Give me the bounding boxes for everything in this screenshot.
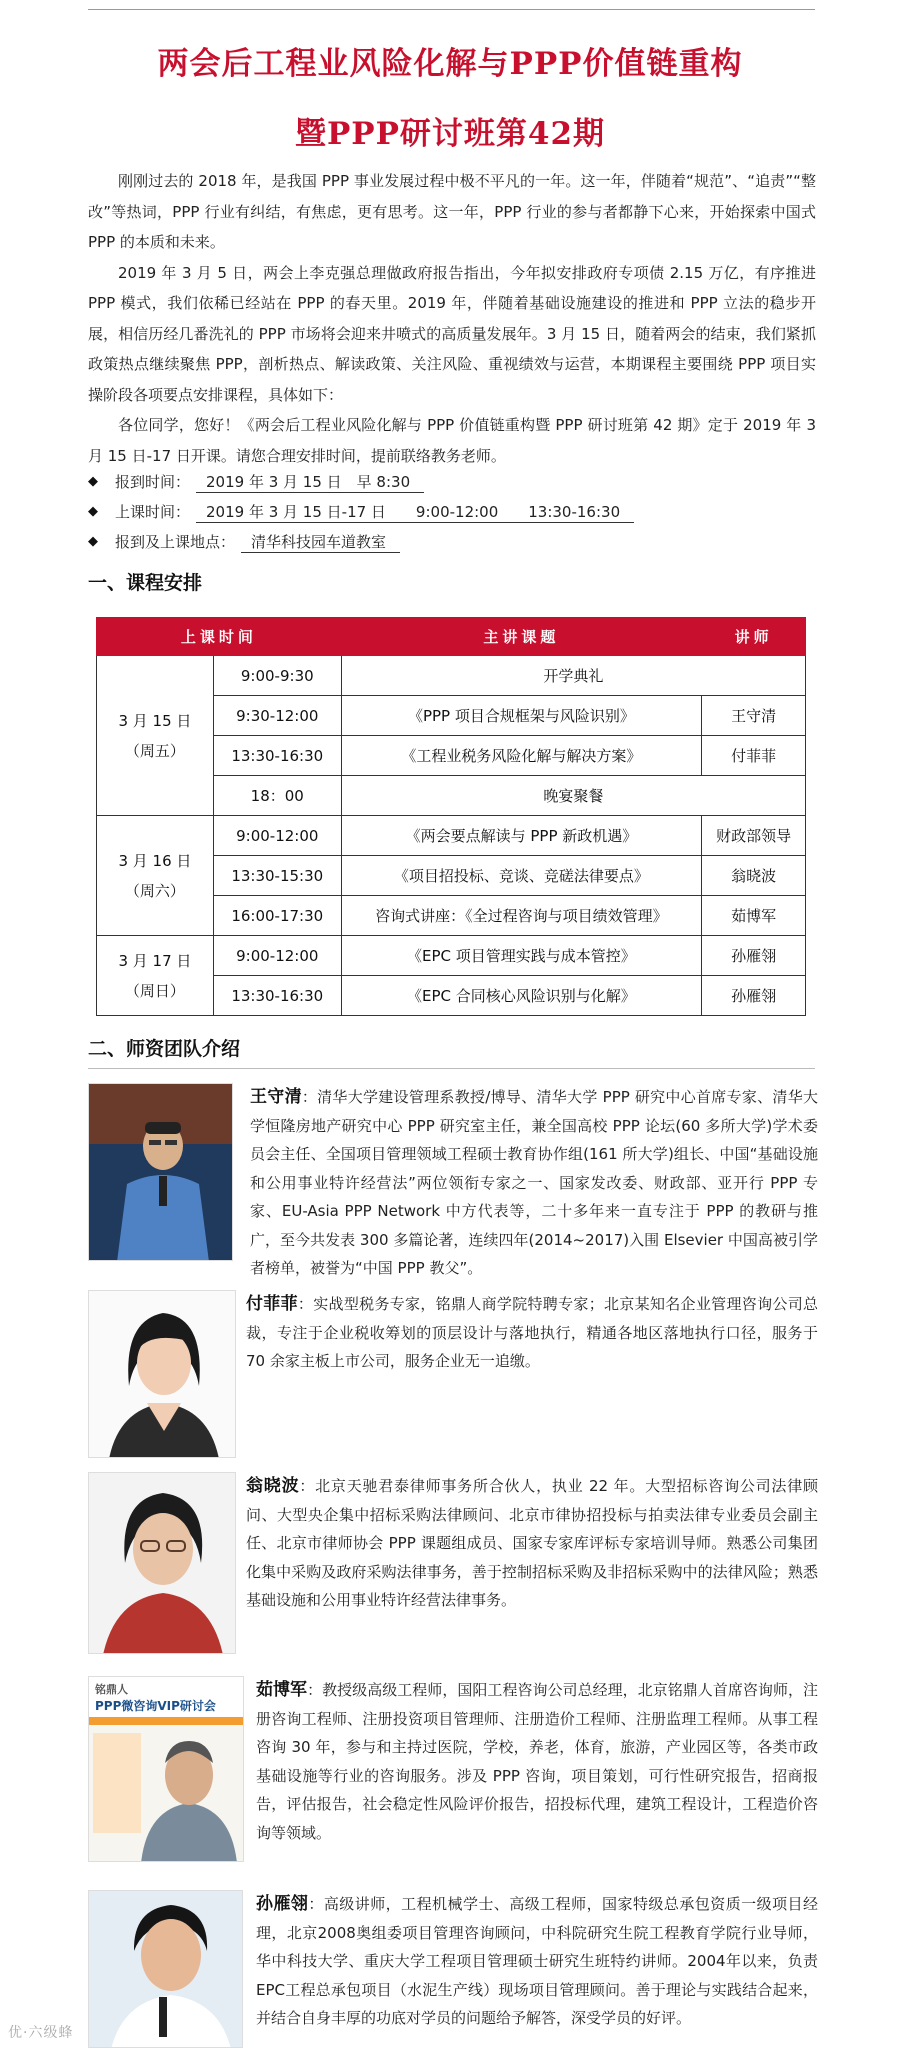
lecturer-card	[88, 1290, 818, 1460]
topic-cell: 《项目招投标、竞谈、竞磋法律要点》	[341, 856, 701, 896]
day-date: 3 月 16 日	[118, 851, 192, 870]
header-time: 上课时间	[97, 618, 342, 656]
lecturer-name: 翁晓波	[246, 1476, 300, 1496]
topic-cell: 《EPC 项目管理实践与成本管控》	[341, 936, 701, 976]
lecturer-name: 王守清	[250, 1087, 302, 1107]
bullet-label: 报到时间：	[115, 473, 191, 491]
info-bullets	[88, 467, 816, 557]
page-title: 两会后工程业风险化解与PPP价值链重构	[157, 46, 743, 82]
day-cell	[97, 936, 214, 1016]
schedule-table	[96, 617, 806, 1016]
lecturer-description: ：高级讲师，工程机械学士、高级工程师，国家特级总承包资质一级项目经理，北京2008奥组委项目管理咨询顾问，中科院研究生院工程教育学院行业导师，华中科技大学、重庆大学工程项目管理硕士研究生班特约讲师。2004年以来，负责EPC工程总承包项目（水泥生产线）现场项目管理顾问。善于理论与实践结合起来，并结合自身丰厚的功底对学员的问题给予解答，深受学员的好评。	[256, 1895, 818, 2027]
bullet-value: 2019 年 3 月 15 日 早 8:30	[196, 472, 424, 493]
section-heading-schedule: 一、课程安排	[88, 572, 203, 594]
diamond-icon: ◆	[88, 504, 98, 519]
lecturer-cell: 王守清	[702, 696, 806, 736]
time-cell: 13:30-16:30	[213, 736, 341, 776]
section-heading-lecturers: 二、师资团队介绍	[88, 1038, 241, 1060]
diamond-icon: ◆	[88, 534, 98, 549]
topic-cell: 《EPC 合同核心风险识别与化解》	[341, 976, 701, 1016]
lecturer-photo	[88, 1676, 244, 1862]
time-cell: 9:00-12:00	[213, 816, 341, 856]
lecturer-description: ：实战型税务专家，铭鼎人商学院特聘专家；北京某知名企业管理咨询公司总裁，专注于企业税收筹划的顶层设计与落地执行，精通各地区落地执行口径，服务于 70 余家主板上市公司，服务企业无一追缴。	[246, 1295, 818, 1370]
bullet-label: 上课时间：	[115, 503, 191, 521]
lecturer-cell: 孙雁翎	[702, 936, 806, 976]
day-weekday: （周六）	[124, 881, 185, 900]
lecturer-cell: 茹博军	[702, 896, 806, 936]
intro-paragraph: 刚刚过去的 2018 年，是我国 PPP 事业发展过程中极不平凡的一年。这一年，伴随着“规范”、“追责”“整改”等热词，PPP 行业有纠结，有焦虑，更有思考。这一年，PPP 行业的参与者都静下心来，开始探索中国式 PPP 的本质和未来。	[88, 172, 816, 251]
page-subtitle: 暨PPP研讨班第42期	[294, 116, 606, 152]
intro-text	[88, 166, 816, 471]
day-date: 3 月 15 日	[118, 711, 192, 730]
lecturer-card	[88, 1676, 818, 1866]
intro-paragraph: 各位同学，您好！《两会后工程业风险化解与 PPP 价值链重构暨 PPP 研讨班第 42 期》定于 2019 年 3 月 15 日-17 日开课。请您合理安排时间，提前联络教务老师。	[88, 416, 816, 465]
lecturer-photo	[88, 1083, 233, 1261]
lecturer-description: ：北京天驰君泰律师事务所合伙人，执业 22 年。大型招标咨询公司法律顾问、大型央企集中招标采购法律顾问、北京市律协招投标与拍卖法律专业委员会副主任、北京市律师协会 PPP 课题组成员、国家专家库评标专家培训导师。熟悉公司集团化集中采购及政府采购法律事务，善于控制招标采购及非招标采购中的法律风险；熟悉基础设施和公用事业特许经营法律事务。	[246, 1477, 818, 1609]
table-row	[97, 816, 806, 856]
lecturer-card	[88, 1083, 818, 1277]
header-lecturer: 讲师	[702, 618, 806, 656]
lecturer-name: 付菲菲	[246, 1294, 298, 1314]
lecturer-cell: 财政部领导	[702, 816, 806, 856]
time-cell: 9:00-12:00	[213, 936, 341, 976]
topic-cell: 《PPP 项目合规框架与风险识别》	[341, 696, 701, 736]
day-weekday: （周五）	[124, 741, 185, 760]
bullet-class-time	[88, 497, 816, 527]
bullet-label: 报到及上课地点：	[115, 533, 236, 551]
lecturer-cell: 翁晓波	[702, 856, 806, 896]
topic-cell: 晚宴聚餐	[341, 776, 805, 816]
watermark: 优·六级蜂	[8, 2025, 74, 2041]
time-cell: 13:30-15:30	[213, 856, 341, 896]
table-row	[97, 656, 806, 696]
topic-cell: 《工程业税务风险化解与解决方案》	[341, 736, 701, 776]
intro-paragraph: 2019 年 3 月 5 日，两会上李克强总理做政府报告指出，今年拟安排政府专项债 2.15 万亿，有序推进 PPP 模式，我们依稀已经站在 PPP 的春天里。2019 年，伴随着基础设施建设的推进和 PPP 立法的稳步开展，相信历经几番洗礼的 PPP 市场将会迎来井喷式的高质量发展年。3 月 15 日，随着两会的结束，我们紧抓政策热点继续聚焦 PPP，剖析热点、解读政策、关注风险、重视绩效与运营，本期课程主要围绕 PPP 项目实操阶段各项要点安排课程，具体如下：	[88, 263, 816, 404]
lecturer-bio	[246, 1472, 818, 1615]
topic-cell: 开学典礼	[341, 656, 805, 696]
lecturer-card	[88, 1472, 818, 1657]
lecturer-photo	[88, 1472, 236, 1654]
lecturer-description: ：清华大学建设管理系教授/博导、清华大学 PPP 研究中心首席专家、清华大学恒隆房地产研究中心 PPP 研究室主任，兼全国高校 PPP 论坛(60 多所大学)学术委员会主任、全国项目管理领域工程硕士教育协作组(161 所大学)组长、中国“基础设施和公用事业特许经营法”两位领衔专家之一、国家发改委、财政部、亚开行 PPP 专家、EU-Asia PPP Network 中方代表等，二十多年来一直专注于 PPP 的教研与推广，至今共发表 300 多篇论著，连续四年(2014~2017)入围 Elsevier 中国高被引学者榜单，被誉为“中国 PPP 教父”。	[250, 1088, 818, 1277]
bullet-value: 2019 年 3 月 15 日-17 日 9:00-12:00 13:30-16:30	[196, 502, 634, 523]
day-cell	[97, 656, 214, 816]
day-weekday: （周日）	[124, 981, 185, 1000]
day-cell	[97, 816, 214, 936]
bullet-location	[88, 527, 816, 557]
lecturer-card	[88, 1890, 818, 2048]
table-header-row	[97, 618, 806, 656]
top-rule	[88, 9, 815, 10]
lecturer-description: ：教授级高级工程师，国阳工程咨询公司总经理，北京铭鼎人首席咨询师，注册咨询工程师、注册投资项目管理师、注册造价工程师、注册监理工程师。从事工程咨询 30 年，参与和主持过医院，学校，养老，体育，旅游，产业园区等，各类市政基础设施等行业的咨询服务。涉及 PPP 咨询，项目策划，可行性研究报告，招商报告，评估报告，社会稳定性风险评价报告，招投标代理，建筑工程设计，工程造价咨询等领域。	[256, 1681, 818, 1842]
time-cell: 16:00-17:30	[213, 896, 341, 936]
bullet-value: 清华科技园车道教室	[241, 532, 400, 553]
diamond-icon: ◆	[88, 474, 98, 489]
bullet-checkin-time	[88, 467, 816, 497]
header-topic: 主讲课题	[341, 618, 701, 656]
section-rule	[88, 1068, 815, 1069]
lecturer-cell: 付菲菲	[702, 736, 806, 776]
topic-cell: 《两会要点解读与 PPP 新政机遇》	[341, 816, 701, 856]
table-row	[97, 936, 806, 976]
lecturer-photo	[88, 1290, 236, 1458]
lecturer-bio	[246, 1290, 818, 1376]
lecturer-bio	[256, 1676, 818, 1847]
banner-title: PPP微咨询VIP研讨会	[95, 1699, 216, 1713]
lecturer-photo	[88, 1890, 243, 2048]
topic-cell: 咨询式讲座：《全过程咨询与项目绩效管理》	[341, 896, 701, 936]
time-cell: 9:00-9:30	[213, 656, 341, 696]
time-cell: 9:30-12:00	[213, 696, 341, 736]
time-cell: 13:30-16:30	[213, 976, 341, 1016]
day-date: 3 月 17 日	[118, 951, 192, 970]
lecturer-name: 茹博军	[256, 1680, 308, 1700]
lecturer-bio	[250, 1083, 818, 1283]
lecturer-name: 孙雁翎	[256, 1894, 309, 1914]
lecturer-cell: 孙雁翎	[702, 976, 806, 1016]
banner-brand: 铭鼎人	[95, 1683, 128, 1696]
time-cell: 18：00	[213, 776, 341, 816]
lecturer-bio	[256, 1890, 818, 2033]
